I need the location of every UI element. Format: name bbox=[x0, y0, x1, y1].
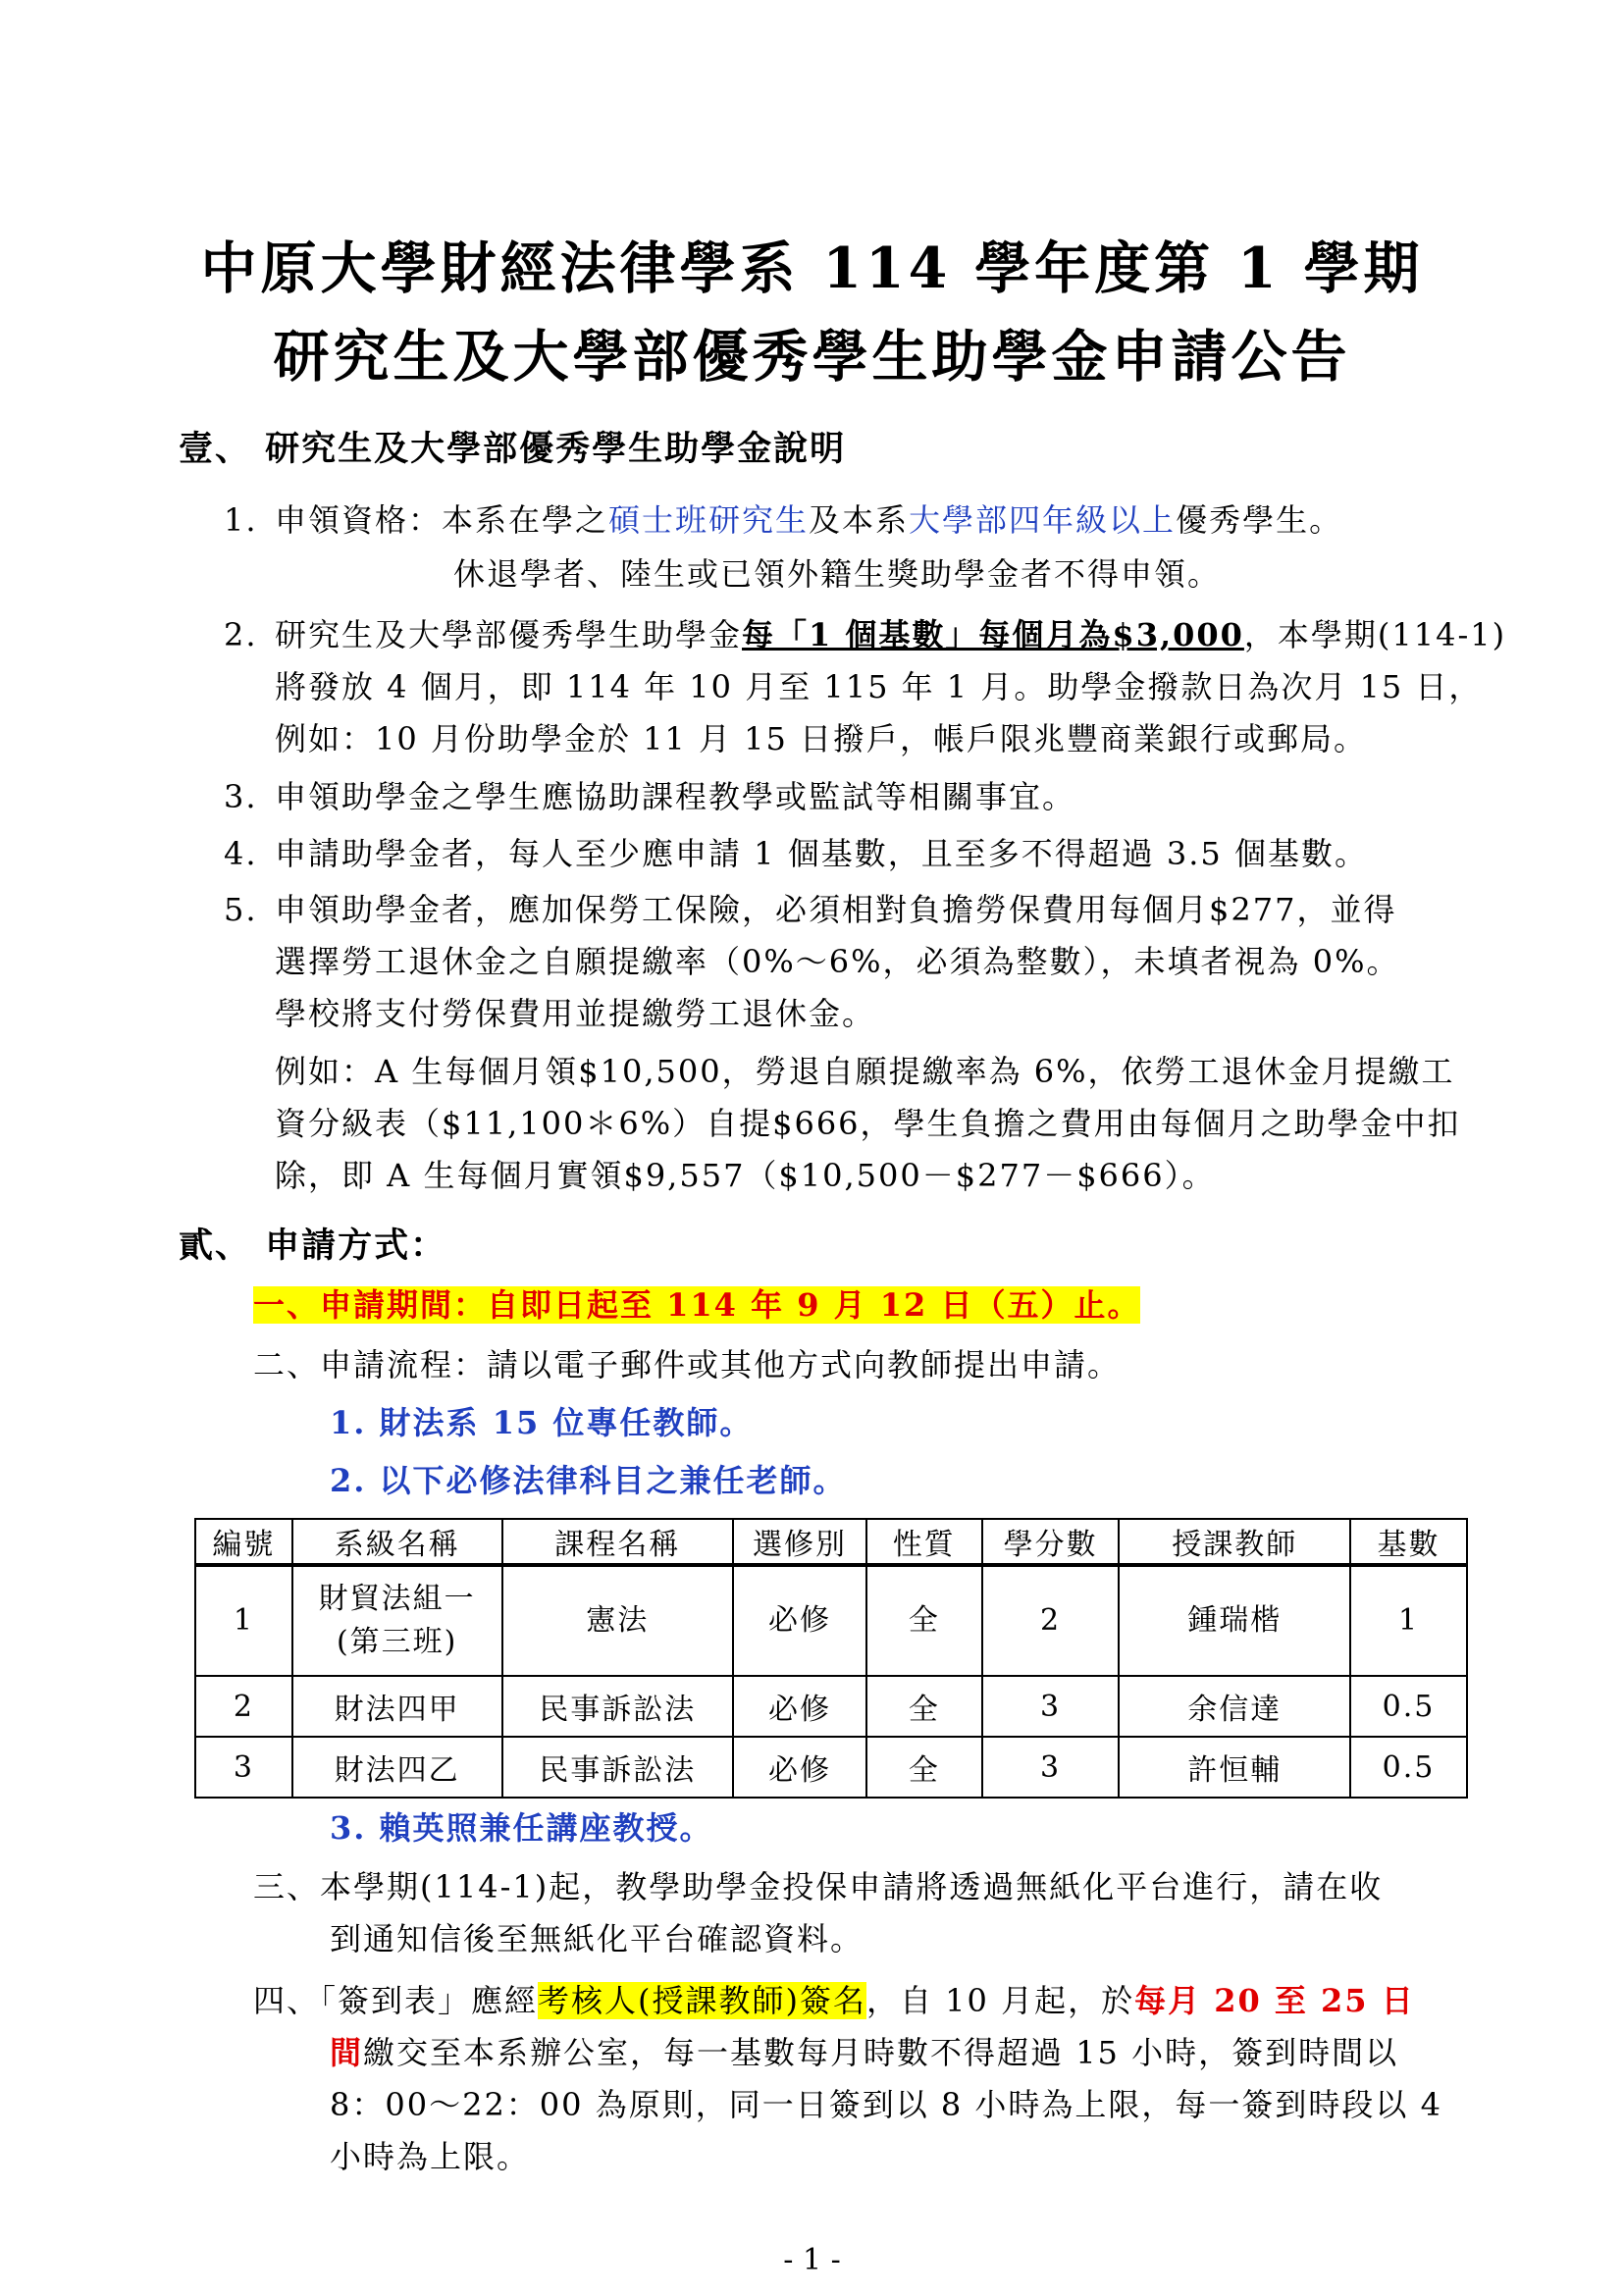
item-1: 1. 申領資格：本系在學之碩士班研究生及本系大學部四年級以上優秀學生。 bbox=[224, 501, 1343, 539]
item-three-line-2: 到通知信後至無紙化平台確認資料。 bbox=[330, 1920, 864, 1957]
item-1-line-2: 休退學者、陸生或已領外籍生獎助學金者不得申領。 bbox=[453, 555, 1222, 593]
submission-dates: 每月 20 至 25 日 bbox=[1134, 1982, 1415, 2019]
col-header: 授課教師 bbox=[1119, 1519, 1350, 1565]
cell-units: 0.5 bbox=[1350, 1737, 1467, 1798]
cell-no: 3 bbox=[195, 1737, 292, 1798]
unit-amount: 每「1 個基數」每個月為$3,000 bbox=[742, 616, 1244, 653]
eligible-graduate: 碩士班研究生 bbox=[608, 501, 810, 539]
section-2-heading: 貳、 申請方式： bbox=[179, 1226, 447, 1266]
page-number: - 1 - bbox=[783, 2243, 841, 2277]
col-header: 學分數 bbox=[982, 1519, 1120, 1565]
cell-course: 民事訴訟法 bbox=[502, 1737, 734, 1798]
cell-no: 2 bbox=[195, 1676, 292, 1737]
course-table bbox=[194, 1518, 1468, 1799]
item-four-line-4: 小時為上限。 bbox=[330, 2138, 531, 2175]
title-line-2: 研究生及大學部優秀學生助學金申請公告 bbox=[273, 324, 1351, 390]
eligible-undergraduate: 大學部四年級以上 bbox=[909, 501, 1177, 539]
col-header: 系級名稱 bbox=[292, 1519, 502, 1565]
col-header: 性質 bbox=[866, 1519, 982, 1565]
example-line-2: 資分級表（$11,100＊6%）自提$666，學生負擔之費用由每個月之助學金中扣 bbox=[275, 1105, 1461, 1142]
title-line-1: 中原大學財經法律學系 114 學年度第 1 學期 bbox=[200, 235, 1424, 301]
cell-class: 財法四乙 bbox=[292, 1737, 502, 1798]
section-1-heading: 壹、 研究生及大學部優秀學生助學金說明 bbox=[179, 429, 847, 469]
cell-class: 財貿法組一 (第三班) bbox=[292, 1565, 502, 1676]
cell-nature: 全 bbox=[866, 1737, 982, 1798]
cell-credits: 3 bbox=[982, 1676, 1120, 1737]
table-row bbox=[195, 1676, 1467, 1737]
col-header: 課程名稱 bbox=[502, 1519, 734, 1565]
cell-no: 1 bbox=[195, 1565, 292, 1676]
cell-type: 必修 bbox=[733, 1565, 866, 1676]
sub-item-3: 3. 賴英照兼任講座教授。 bbox=[330, 1809, 713, 1847]
cell-credits: 3 bbox=[982, 1737, 1120, 1798]
cell-class: 財法四甲 bbox=[292, 1676, 502, 1737]
cell-teacher: 余信達 bbox=[1119, 1676, 1350, 1737]
example-line-1: 例如：A 生每個月領$10,500，勞退自願提繳率為 6%，依勞工退休金月提繳工 bbox=[275, 1053, 1455, 1090]
item-four-line-3: 8：00～22：00 為原則，同一日簽到以 8 小時為上限，每一簽到時段以 4 bbox=[330, 2086, 1442, 2123]
cell-type: 必修 bbox=[733, 1737, 866, 1798]
item-2: 2. 研究生及大學部優秀學生助學金每「1 個基數」每個月為$3,000，本學期(114-1) bbox=[224, 616, 1507, 653]
cell-nature: 全 bbox=[866, 1676, 982, 1737]
cell-teacher: 許恒輔 bbox=[1119, 1737, 1350, 1798]
item-5-line-3: 學校將支付勞保費用並提繳勞工退休金。 bbox=[275, 995, 876, 1032]
cell-units: 1 bbox=[1350, 1565, 1467, 1676]
col-header: 編號 bbox=[195, 1519, 292, 1565]
cell-nature: 全 bbox=[866, 1565, 982, 1676]
cell-course: 民事訴訟法 bbox=[502, 1676, 734, 1737]
table-header-row bbox=[195, 1519, 1467, 1565]
cell-type: 必修 bbox=[733, 1676, 866, 1737]
item-5-line-2: 選擇勞工退休金之自願提繳率（0%～6%，必須為整數），未填者視為 0%。 bbox=[275, 943, 1400, 980]
item-four-line-2: 間繳交至本系辦公室，每一基數每月時數不得超過 15 小時，簽到時間以 bbox=[330, 2034, 1399, 2071]
item-three-line-1: 三、本學期(114-1)起，教學助學金投保申請將透過無紙化平台進行，請在收 bbox=[253, 1868, 1384, 1905]
cell-teacher: 鍾瑞楷 bbox=[1119, 1565, 1350, 1676]
cell-course: 憲法 bbox=[502, 1565, 734, 1676]
item-3: 3. 申領助學金之學生應協助課程教學或監試等相關事宜。 bbox=[224, 778, 1076, 815]
col-header: 基數 bbox=[1350, 1519, 1467, 1565]
item-5: 5. 申領助學金者，應加保勞工保險，必須相對負擔勞保費用每個月$277，並得 bbox=[224, 891, 1397, 928]
col-header: 選修別 bbox=[733, 1519, 866, 1565]
table-row bbox=[195, 1737, 1467, 1798]
table-row bbox=[195, 1565, 1467, 1676]
item-2-line-3: 例如：10 月份助學金於 11 月 15 日撥戶，帳戶限兆豐商業銀行或郵局。 bbox=[275, 720, 1368, 757]
item-2-line-2: 將發放 4 個月，即 114 年 10 月至 115 年 1 月。助學金撥款日為次月 15 日， bbox=[275, 668, 1483, 705]
cell-credits: 2 bbox=[982, 1565, 1120, 1676]
cell-units: 0.5 bbox=[1350, 1676, 1467, 1737]
application-process: 二、申請流程：請以電子郵件或其他方式向教師提出申請。 bbox=[253, 1346, 1122, 1383]
item-four-line-1: 四、「簽到表」應經考核人(授課教師)簽名，自 10 月起，於每月 20 至 25 日 bbox=[253, 1982, 1415, 2019]
sub-item-2: 2. 以下必修法律科目之兼任老師。 bbox=[330, 1462, 847, 1499]
example-line-3: 除，即 A 生每個月實領$9,557（$10,500－$277－$666）。 bbox=[275, 1157, 1216, 1194]
item-4: 4. 申請助學金者，每人至少應申請 1 個基數，且至多不得超過 3.5 個基數。 bbox=[224, 835, 1368, 872]
sub-item-1: 1. 財法系 15 位專任教師。 bbox=[330, 1404, 754, 1441]
signature-requirement: 考核人(授課教師)簽名 bbox=[538, 1982, 866, 2019]
application-period: 一、申請期間：自即日起至 114 年 9 月 12 日（五）止。 bbox=[253, 1286, 1141, 1324]
